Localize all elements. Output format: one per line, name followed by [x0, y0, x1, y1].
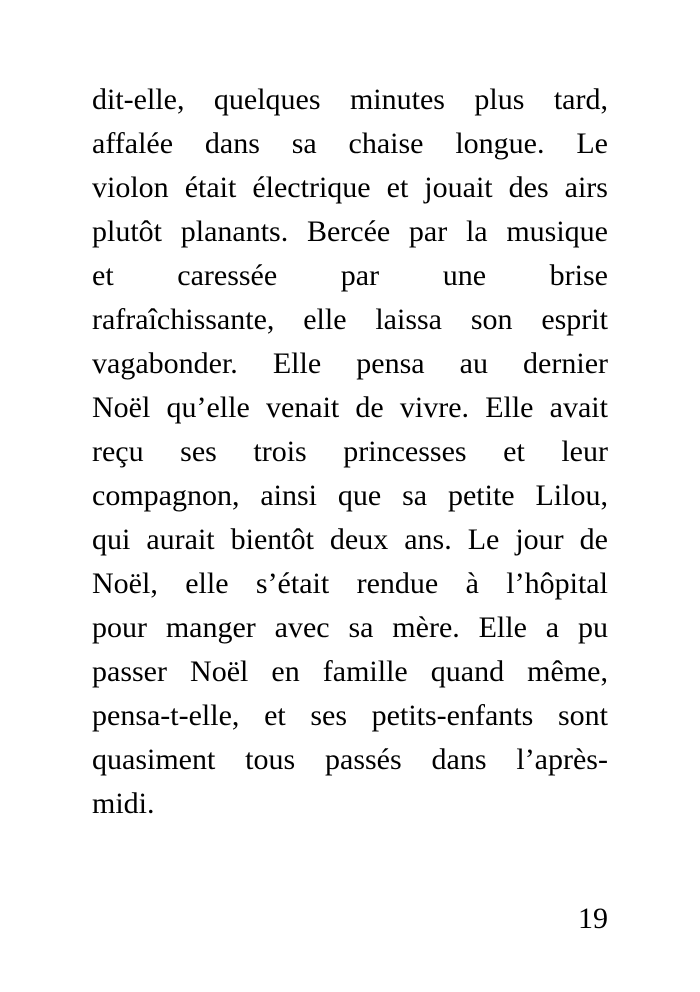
word: qui [92, 523, 131, 556]
word: violon [92, 171, 169, 204]
word: Noël, [92, 567, 158, 600]
text-line [92, 518, 608, 562]
word: même, [527, 655, 608, 688]
word: au [459, 347, 488, 380]
word: princesses [343, 435, 467, 468]
word: leur [561, 435, 608, 468]
word: plutôt [92, 215, 163, 248]
word: et [386, 171, 409, 204]
word: dernier [523, 347, 608, 380]
page-number: 19 [578, 902, 608, 935]
word: aurait [146, 523, 215, 556]
text-line [92, 782, 608, 826]
word: compagnon, [92, 479, 240, 512]
word: longue. [455, 127, 545, 160]
word: ses [310, 699, 348, 732]
word: ainsi [260, 479, 318, 512]
text-line [92, 254, 608, 298]
word: par [408, 215, 448, 248]
word: quand [430, 655, 505, 688]
text-line [92, 386, 608, 430]
body-text-block [92, 78, 608, 826]
word: venait [265, 391, 340, 424]
word: sa [291, 127, 317, 160]
word: dans [431, 743, 487, 776]
word: caressée [177, 259, 278, 292]
word: deux [329, 523, 389, 556]
word: ses [180, 435, 217, 468]
word: Noël [92, 391, 151, 424]
word: trois [253, 435, 307, 468]
text-line [92, 78, 608, 122]
word: pour [92, 611, 147, 644]
word: Noël [190, 655, 249, 688]
word: reçu [92, 435, 144, 468]
word: Le [576, 127, 608, 160]
word: elle [185, 567, 229, 600]
word: vivre. [399, 391, 470, 424]
word: Lilou, [535, 479, 608, 512]
word: et [92, 259, 114, 292]
word: pensa-t-elle, [92, 699, 240, 732]
text-line [92, 562, 608, 606]
word: passer [92, 655, 167, 688]
word: pu [577, 611, 608, 644]
text-line [92, 122, 608, 166]
word: s’était [255, 567, 330, 600]
word: ans. [404, 523, 452, 556]
word: manger [165, 611, 256, 644]
word: Elle [485, 391, 534, 424]
paragraph [92, 78, 608, 826]
word: bientôt [230, 523, 314, 556]
word: Elle [478, 611, 527, 644]
word: chaise [348, 127, 424, 160]
text-line [92, 606, 608, 650]
word: Le [467, 523, 500, 556]
word: famille [322, 655, 408, 688]
word: brise [549, 259, 608, 292]
text-line [92, 694, 608, 738]
word: dans [204, 127, 260, 160]
word: plus [474, 83, 525, 116]
word: musique [506, 215, 608, 248]
word: jouait [424, 171, 493, 204]
text-line [92, 650, 608, 694]
word: une [442, 259, 487, 292]
text-line [92, 298, 608, 342]
word: électrique [252, 171, 371, 204]
word: tous [245, 743, 296, 776]
word: était [184, 171, 237, 204]
word: petits-enfants [371, 699, 534, 732]
text-line [92, 738, 608, 782]
word: avait [549, 391, 608, 424]
text-line [92, 342, 608, 386]
word: la [465, 215, 488, 248]
word: vagabonder. [92, 347, 238, 380]
word: avec [274, 611, 330, 644]
word: son [470, 303, 513, 336]
word: sont [557, 699, 608, 732]
text-line [92, 474, 608, 518]
word: des [508, 171, 549, 204]
word: Bercée [306, 215, 391, 248]
word: rafraîchissante, [92, 303, 275, 336]
text-line [92, 430, 608, 474]
word: l’hôpital [506, 567, 608, 600]
word: elle [303, 303, 347, 336]
word: affalée [92, 127, 174, 160]
word: qu’elle [166, 391, 250, 424]
word: midi. [92, 787, 155, 820]
word: l’après- [516, 743, 608, 776]
word: de [355, 391, 384, 424]
word: quasiment [92, 743, 216, 776]
text-line [92, 210, 608, 254]
word: a [545, 611, 560, 644]
word: Elle [272, 347, 322, 380]
word: laissa [375, 303, 442, 336]
word: quelques [213, 83, 321, 116]
word: rendue [356, 567, 439, 600]
word: en [271, 655, 300, 688]
word: et [503, 435, 525, 468]
word: à [465, 567, 479, 600]
word: de [579, 523, 608, 556]
text-line [92, 166, 608, 210]
word: tard, [553, 83, 608, 116]
word: sa [348, 611, 374, 644]
word: minutes [349, 83, 445, 116]
word: petite [447, 479, 515, 512]
word: planants. [180, 215, 289, 248]
word: sa [402, 479, 428, 512]
word: esprit [541, 303, 608, 336]
word: et [264, 699, 286, 732]
word: que [337, 479, 382, 512]
word: jour [515, 523, 564, 556]
word: mère. [392, 611, 460, 644]
word: dit-elle, [92, 83, 185, 116]
word: par [340, 259, 380, 292]
word: airs [564, 171, 608, 204]
word: passés [325, 743, 402, 776]
word: pensa [356, 347, 425, 380]
